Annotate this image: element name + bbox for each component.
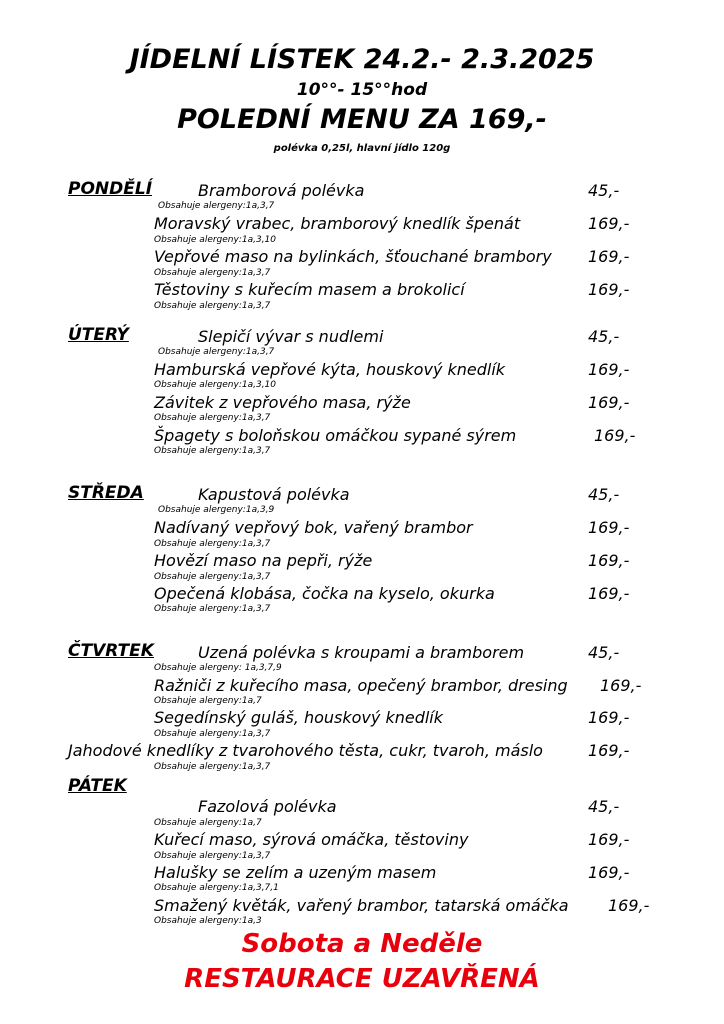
main-dish-price: 169,- xyxy=(588,584,630,603)
menu-title: JÍDELNÍ LÍSTEK 24.2.- 2.3.2025 xyxy=(129,44,595,75)
main-dish-name: Těstoviny s kuřecím masem a brokolicí xyxy=(154,280,465,299)
main-dish-name: Hamburská vepřové kýta, houskový knedlík xyxy=(154,360,506,379)
soup-price: 45,- xyxy=(588,485,620,504)
allergen-note: Obsahuje alergeny:1a,3,7 xyxy=(154,851,271,861)
main-dish-price: 169,- xyxy=(600,676,642,695)
allergen-note: Obsahuje alergeny:1a,3,7 xyxy=(158,347,275,357)
allergen-note: Obsahuje alergeny:1a,3,10 xyxy=(154,235,277,245)
main-dish-price: 169,- xyxy=(588,741,630,760)
main-dish-price: 169,- xyxy=(608,896,650,915)
main-dish-price: 169,- xyxy=(588,830,630,849)
closed-notice: RESTAURACE UZAVŘENÁ xyxy=(184,964,540,994)
main-dish-price: 169,- xyxy=(588,214,630,233)
allergen-note: Obsahuje alergeny:1a,3,10 xyxy=(154,380,277,390)
allergen-note: Obsahuje alergeny: 1a,3,7,9 xyxy=(154,663,282,673)
allergen-note: Obsahuje alergeny:1a,3,7 xyxy=(154,762,271,772)
main-dish-name: Špagety s boloňskou omáčkou sypané sýrem xyxy=(154,426,517,445)
main-dish-name: Nadívaný vepřový bok, vařený brambor xyxy=(154,518,473,537)
day-heading: STŘEDA xyxy=(68,483,144,503)
day-heading: PÁTEK xyxy=(68,776,127,796)
allergen-note: Obsahuje alergeny:1a,3,7 xyxy=(154,604,271,614)
main-dish-price: 169,- xyxy=(588,247,630,266)
soup-name: Kapustová polévka xyxy=(198,485,350,504)
allergen-note: Obsahuje alergeny:1a,3 xyxy=(154,916,262,926)
opening-hours: 10°°- 15°°hod xyxy=(296,80,428,100)
main-dish-name: Opečená klobása, čočka na kyselo, okurka xyxy=(154,584,495,603)
main-dish-name: Smažený květák, vařený brambor, tatarská omáčka xyxy=(154,896,569,915)
day-heading: ÚTERÝ xyxy=(68,325,129,345)
main-dish-price: 169,- xyxy=(588,360,630,379)
allergen-note: Obsahuje alergeny:1a,7 xyxy=(154,818,262,828)
allergen-note: Obsahuje alergeny:1a,3,7 xyxy=(154,572,271,582)
lunch-menu-title: POLEDNÍ MENU ZA 169,- xyxy=(177,104,547,135)
main-dish-name: Moravský vrabec, bramborový knedlík špenát xyxy=(154,214,521,233)
main-dish-name: Závitek z vepřového masa, rýže xyxy=(154,393,411,412)
main-dish-name: Vepřové maso na bylinkách, šťouchané brambory xyxy=(154,247,552,266)
soup-price: 45,- xyxy=(588,327,620,346)
main-dish-price: 169,- xyxy=(594,426,636,445)
main-dish-price: 169,- xyxy=(588,280,630,299)
allergen-note: Obsahuje alergeny:1a,3,7 xyxy=(154,729,271,739)
main-dish-name: Ražniči z kuřecího masa, opečený brambor, dresing xyxy=(154,676,568,695)
allergen-note: Obsahuje alergeny:1a,3,9 xyxy=(158,505,275,515)
main-dish-price: 169,- xyxy=(588,708,630,727)
day-heading: PONDĚLÍ xyxy=(68,179,153,199)
allergen-note: Obsahuje alergeny:1a,3,7,1 xyxy=(154,883,279,893)
main-dish-name: Halušky se zelím a uzeným masem xyxy=(154,863,437,882)
main-dish-price: 169,- xyxy=(588,518,630,537)
allergen-note: Obsahuje alergeny:1a,3,7 xyxy=(158,201,275,211)
main-dish-price: 169,- xyxy=(588,863,630,882)
allergen-note: Obsahuje alergeny:1a,3,7 xyxy=(154,301,271,311)
allergen-note: Obsahuje alergeny:1a,7 xyxy=(154,696,262,706)
main-dish-name: Jahodové knedlíky z tvarohového těsta, cukr, tvaroh, máslo xyxy=(68,741,543,760)
soup-name: Uzená polévka s kroupami a bramborem xyxy=(198,643,525,662)
soup-name: Bramborová polévka xyxy=(198,181,365,200)
soup-price: 45,- xyxy=(588,181,620,200)
day-heading: ČTVRTEK xyxy=(68,641,154,661)
soup-name: Slepičí vývar s nudlemi xyxy=(198,327,384,346)
portion-info: polévka 0,25l, hlavní jídlo 120g xyxy=(273,143,451,154)
main-dish-name: Segedínský guláš, houskový knedlík xyxy=(154,708,443,727)
main-dish-name: Hovězí maso na pepři, rýže xyxy=(154,551,373,570)
soup-price: 45,- xyxy=(588,643,620,662)
allergen-note: Obsahuje alergeny:1a,3,7 xyxy=(154,413,271,423)
soup-name: Fazolová polévka xyxy=(198,797,337,816)
main-dish-price: 169,- xyxy=(588,551,630,570)
weekend-notice: Sobota a Neděle xyxy=(241,929,483,959)
allergen-note: Obsahuje alergeny:1a,3,7 xyxy=(154,539,271,549)
soup-price: 45,- xyxy=(588,797,620,816)
main-dish-price: 169,- xyxy=(588,393,630,412)
allergen-note: Obsahuje alergeny:1a,3,7 xyxy=(154,268,271,278)
allergen-note: Obsahuje alergeny:1a,3,7 xyxy=(154,446,271,456)
main-dish-name: Kuřecí maso, sýrová omáčka, těstoviny xyxy=(154,830,469,849)
